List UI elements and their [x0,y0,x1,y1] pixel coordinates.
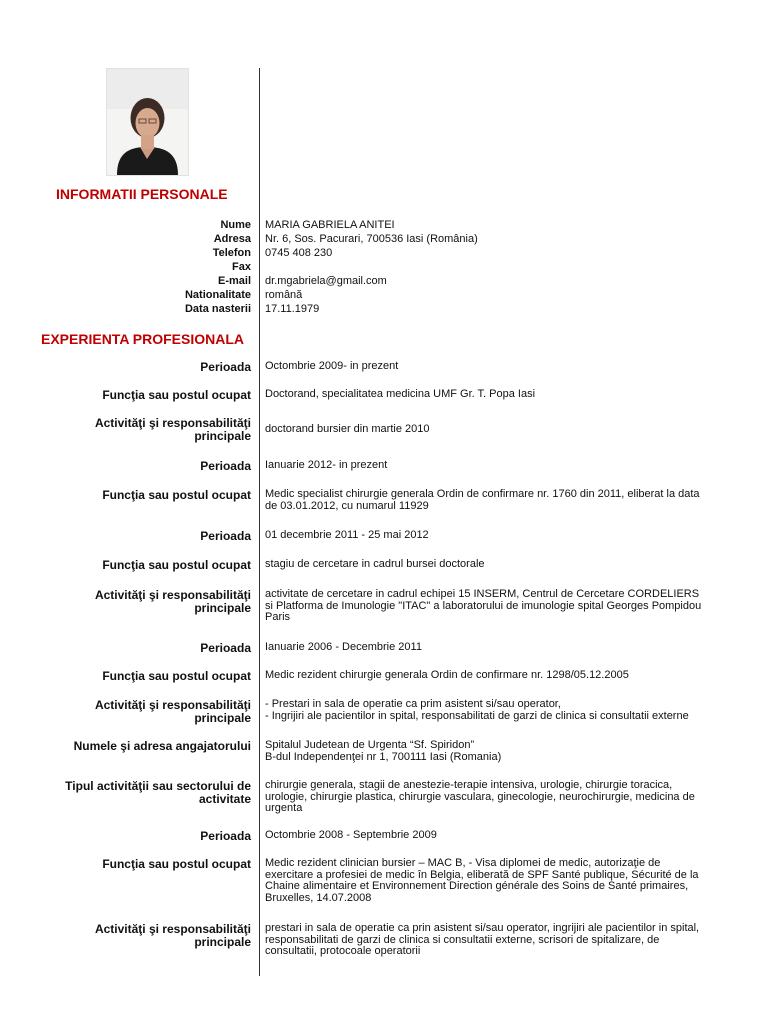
label-line: principale [194,711,251,725]
field-label: Numele şi adresa angajatorului [73,739,251,753]
field-value: Ianuarie 2006 - Decembrie 2011 [265,641,422,653]
field-value [265,780,730,815]
field-label: Funcţia sau postul ocupat [102,669,251,683]
value-line: urologie, chirurgie plastica, chirurgie vasculara, ginecologie, neurochirurgie, medicina de [265,790,695,803]
field-value: stagiu de cercetare in cadrul bursei doctorale [265,558,485,570]
field-value: Ianuarie 2012- in prezent [265,459,388,471]
value-line: activitate de cercetare in cadrul echipei 15 INSERM, Centrul de Cercetare CORDELIERS [265,588,700,600]
label-line: principale [194,429,251,443]
field-label: Perioada [200,829,251,843]
field-value: MARIA GABRIELA ANITEI [265,219,395,231]
field-label: Perioada [200,459,251,473]
value-line: chirurgie generala, stagii de anestezie-terapie intensiva, urologie, chirurgie toracica, [265,779,673,791]
label-line: principale [194,601,251,615]
field-value: 0745 408 230 [265,247,333,259]
field-label: Perioada [200,641,251,655]
field-label [95,589,251,615]
field-label [95,417,251,443]
field-value [265,589,730,624]
field-label: Data nasterii [184,303,251,315]
field-value [265,740,730,763]
profile-photo [106,68,189,176]
field-label: Funcţia sau postul ocupat [102,558,251,572]
value-line: Bruxelles, 14.07.2008 [265,891,372,904]
value-line: si Platforma de Imunologie "ITAC" a laboratorului de imunologie spital Georges Pompidou [265,599,702,612]
label-line: Activităţi şi responsabilităţi [94,416,251,430]
label-line: principale [194,935,251,949]
section-title-personal: INFORMATII PERSONALE [56,186,228,202]
column-divider [259,68,260,976]
field-value: 17.11.1979 [265,303,320,315]
value-line: exercitare a profesiei de medic în Belgia, eliberată de SPF Santé publique, Sécurité de la [265,868,699,881]
label-line: activitate [198,792,251,806]
field-value: română [265,289,303,301]
label-line: Tipul activităţii sau sectorului de [65,779,251,793]
field-value [265,699,730,722]
field-label: Perioada [200,529,251,543]
value-line: Medic rezident clinician bursier – MAC B, - Visa diplomei de medic, autorizaţie de [265,857,661,869]
field-value [265,489,730,512]
label-line: Activităţi şi responsabilităţi [94,588,251,602]
value-line: urgenta [265,802,303,814]
value-line: B-dul Independenţei nr 1, 700111 Iasi (Romania) [265,750,502,763]
field-value [265,923,730,958]
value-line: Spitalul Judetean de Urgenta “Sf. Spiridon” [265,739,475,751]
field-label: Adresa [213,233,251,245]
field-value: doctorand bursier din martie 2010 [265,423,430,435]
field-label [95,923,251,949]
field-value [265,858,730,904]
field-label: Funcţia sau postul ocupat [102,488,251,502]
field-label: Fax [232,261,251,273]
field-value: Octombrie 2008 - Septembrie 2009 [265,829,437,841]
label-line: Activităţi şi responsabilităţi [94,922,251,936]
section-title-experience: EXPERIENTA PROFESIONALA [41,331,245,347]
value-line: prestari in sala de operatie ca prin asistent si/sau operator, ingrijiri ale pacientilor in spital, [265,922,700,934]
field-value: Doctorand, specialitatea medicina UMF Gr. T. Popa Iasi [265,388,536,400]
value-line: - Ingrijiri ale pacientilor in spital, responsabilitati de garzi de clinica si consultatii externe [265,709,689,722]
field-value: Medic rezident chirurgie generala Ordin de confirmare nr. 1298/05.12.2005 [265,669,629,681]
value-line: Medic specialist chirurgie generala Ordin de confirmare nr. 1760 din 2011, eliberat la data [265,488,700,500]
field-label: E-mail [217,275,251,287]
field-label: Funcţia sau postul ocupat [102,857,251,871]
value-line: responsabilitati de garzi de clinica si consultatii externe, scrisori de spitalizare, de [265,933,660,946]
field-label: Funcţia sau postul ocupat [102,388,251,402]
field-label [95,699,251,725]
field-value: Nr. 6, Sos. Pacurari, 700536 Iasi (România) [265,233,478,245]
value-line: - Prestari in sala de operatie ca prim asistent si/sau operator, [265,698,561,710]
value-line: consultatii, protocoale operatorii [265,945,421,957]
label-line: Activităţi şi responsabilităţi [94,698,251,712]
value-line: de 03.01.2012, cu numarul 11929 [265,499,429,512]
field-label: Nume [220,219,251,231]
value-line: Chaine alimentaire et Environnement Direction générale des Soins de Santé primaires, [265,880,689,892]
field-label: Perioada [200,360,251,374]
email-value[interactable]: dr.mgabriela@gmail.com [265,275,387,287]
field-label: Nationalitate [184,289,251,301]
field-label: Telefon [212,247,251,259]
field-label [65,780,251,806]
field-value: 01 decembrie 2011 - 25 mai 2012 [265,529,429,541]
field-value: Octombrie 2009- in prezent [265,360,399,372]
person-portrait-image [107,69,188,175]
value-line: Paris [265,611,291,623]
